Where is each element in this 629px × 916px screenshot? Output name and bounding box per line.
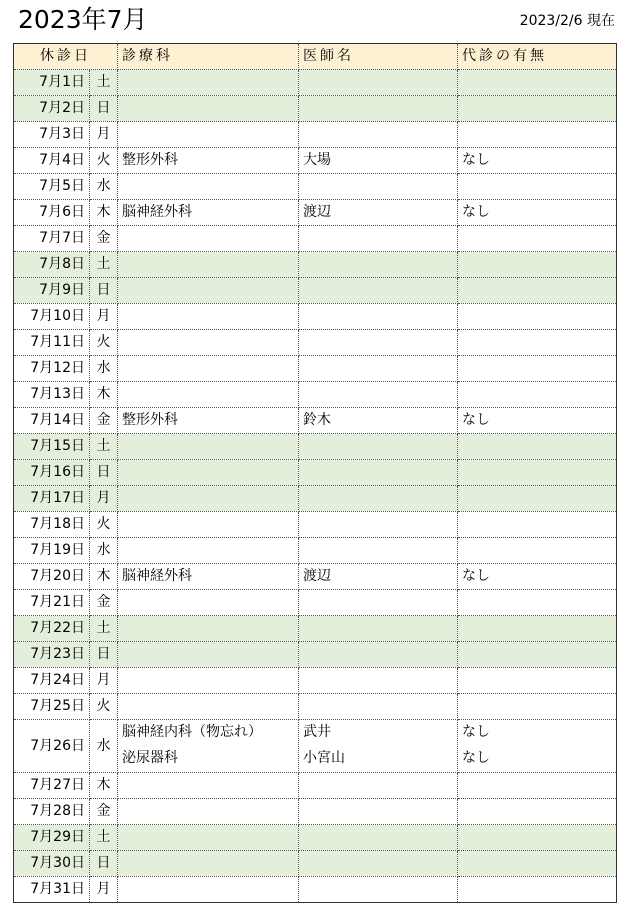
table-row [14,200,617,226]
date-cell: 7月12日 [14,356,90,382]
department-cell [118,538,299,564]
date-cell: 7月25日 [14,694,90,720]
date-cell: 7月31日 [14,877,90,903]
doctor-cell [299,694,458,720]
table-row [14,616,617,642]
doctor-cell [299,799,458,825]
doctor-cell [299,122,458,148]
doctor-cell [299,200,458,226]
weekday-cell: 土 [90,70,118,96]
table-row [14,174,617,200]
date-cell: 7月24日 [14,668,90,694]
weekday-cell: 日 [90,851,118,877]
table-row [14,694,617,720]
department-cell [118,799,299,825]
substitute-cell-line: なし [462,568,490,584]
table-row [14,70,617,96]
doctor-cell [299,460,458,486]
weekday-cell: 日 [90,278,118,304]
doctor-cell [299,226,458,252]
weekday-cell: 木 [90,773,118,799]
department-cell-line: 脳神経外科 [122,204,192,220]
department-cell [118,174,299,200]
doctor-cell [299,252,458,278]
department-cell [118,408,299,434]
department-cell [118,96,299,122]
doctor-cell-line: 鈴木 [303,412,331,428]
doctor-cell [299,720,458,773]
substitute-cell [458,799,617,825]
table-row [14,122,617,148]
substitute-cell-line: なし [462,204,490,220]
date-cell: 7月23日 [14,642,90,668]
weekday-cell: 月 [90,304,118,330]
department-cell [118,356,299,382]
weekday-cell: 木 [90,382,118,408]
substitute-cell [458,590,617,616]
date-cell: 7月30日 [14,851,90,877]
date-cell: 7月7日 [14,226,90,252]
doctor-cell [299,382,458,408]
department-cell-line: 整形外科 [122,412,178,428]
date-cell: 7月18日 [14,512,90,538]
department-cell [118,642,299,668]
header-holiday: 休診日 [14,44,118,70]
table-row [14,408,617,434]
weekday-cell: 火 [90,330,118,356]
department-cell [118,252,299,278]
table-row [14,773,617,799]
weekday-cell: 火 [90,148,118,174]
department-cell [118,460,299,486]
table-row [14,226,617,252]
date-cell: 7月17日 [14,486,90,512]
substitute-cell [458,330,617,356]
doctor-cell [299,825,458,851]
department-cell-line: 脳神経外科 [122,568,192,584]
doctor-cell-line: 渡辺 [303,568,331,584]
weekday-cell: 土 [90,252,118,278]
department-cell [118,382,299,408]
doctor-cell [299,616,458,642]
date-cell: 7月22日 [14,616,90,642]
date-cell: 7月1日 [14,70,90,96]
table-row [14,720,617,773]
department-cell [118,486,299,512]
substitute-cell [458,564,617,590]
table-row [14,590,617,616]
substitute-cell [458,460,617,486]
date-cell: 7月9日 [14,278,90,304]
substitute-cell-line: なし [462,152,490,168]
doctor-cell [299,304,458,330]
table-row [14,148,617,174]
weekday-cell: 日 [90,96,118,122]
department-cell [118,616,299,642]
table-row [14,382,617,408]
department-cell [118,825,299,851]
doctor-cell [299,486,458,512]
date-cell: 7月26日 [14,720,90,773]
department-cell-line: 泌尿器科 [122,750,178,766]
doctor-cell [299,148,458,174]
date-cell: 7月28日 [14,799,90,825]
department-cell [118,304,299,330]
doctor-cell [299,590,458,616]
doctor-cell [299,356,458,382]
weekday-cell: 金 [90,408,118,434]
weekday-cell: 火 [90,694,118,720]
date-cell: 7月15日 [14,434,90,460]
department-cell-line: 整形外科 [122,152,178,168]
department-cell [118,851,299,877]
date-cell: 7月20日 [14,564,90,590]
substitute-cell [458,70,617,96]
department-cell [118,564,299,590]
date-cell: 7月4日 [14,148,90,174]
department-cell [118,877,299,903]
table-row [14,877,617,903]
department-cell [118,773,299,799]
doctor-cell [299,642,458,668]
doctor-cell [299,668,458,694]
substitute-cell [458,642,617,668]
substitute-cell [458,382,617,408]
table-row [14,825,617,851]
date-cell: 7月29日 [14,825,90,851]
table-row [14,330,617,356]
weekday-cell: 月 [90,877,118,903]
substitute-cell [458,252,617,278]
weekday-cell: 土 [90,434,118,460]
table-row [14,434,617,460]
date-cell: 7月3日 [14,122,90,148]
doctor-cell [299,330,458,356]
date-cell: 7月10日 [14,304,90,330]
table-row [14,356,617,382]
department-cell [118,148,299,174]
table-row [14,851,617,877]
table-row [14,799,617,825]
doctor-cell [299,70,458,96]
substitute-cell [458,825,617,851]
department-cell [118,720,299,773]
date-cell: 7月2日 [14,96,90,122]
doctor-cell [299,408,458,434]
table-body [14,70,617,903]
date-cell: 7月19日 [14,538,90,564]
date-cell: 7月6日 [14,200,90,226]
weekday-cell: 木 [90,200,118,226]
substitute-cell [458,278,617,304]
doctor-cell-line: 大場 [303,152,331,168]
weekday-cell: 水 [90,356,118,382]
doctor-cell [299,512,458,538]
doctor-cell [299,96,458,122]
substitute-cell [458,122,617,148]
substitute-cell [458,773,617,799]
doctor-cell [299,278,458,304]
table-row [14,304,617,330]
substitute-cell [458,304,617,330]
department-cell [118,200,299,226]
doctor-cell [299,773,458,799]
substitute-cell-line: なし [462,724,490,740]
header-substitute: 代診の有無 [458,44,617,70]
table-row [14,668,617,694]
weekday-cell: 水 [90,174,118,200]
substitute-cell [458,200,617,226]
substitute-cell [458,538,617,564]
department-cell [118,122,299,148]
department-cell [118,226,299,252]
substitute-cell-line: なし [462,750,490,766]
department-cell-line: 脳神経内科（物忘れ） [122,724,262,740]
doctor-cell-line: 小宮山 [303,750,345,766]
weekday-cell: 火 [90,512,118,538]
department-cell [118,512,299,538]
department-cell [118,278,299,304]
as-of-date: 2023/2/6 現在 [519,13,615,29]
doctor-cell [299,174,458,200]
page-title: 2023年7月 [18,5,148,34]
header-department: 診療科 [118,44,299,70]
substitute-cell [458,174,617,200]
weekday-cell: 土 [90,825,118,851]
doctor-cell [299,434,458,460]
substitute-cell [458,616,617,642]
weekday-cell: 木 [90,564,118,590]
header-doctor: 医師名 [299,44,458,70]
table-row [14,460,617,486]
substitute-cell [458,408,617,434]
date-cell: 7月13日 [14,382,90,408]
substitute-cell [458,148,617,174]
department-cell [118,434,299,460]
date-cell: 7月27日 [14,773,90,799]
doctor-cell-line: 武井 [303,724,331,740]
substitute-cell [458,668,617,694]
weekday-cell: 金 [90,590,118,616]
weekday-cell: 金 [90,799,118,825]
table-row [14,642,617,668]
department-cell [118,330,299,356]
substitute-cell-line: なし [462,412,490,428]
substitute-cell [458,512,617,538]
weekday-cell: 月 [90,122,118,148]
substitute-cell [458,486,617,512]
substitute-cell [458,434,617,460]
weekday-cell: 水 [90,538,118,564]
substitute-cell [458,226,617,252]
substitute-cell [458,851,617,877]
table-row [14,96,617,122]
department-cell [118,70,299,96]
date-cell: 7月16日 [14,460,90,486]
weekday-cell: 月 [90,668,118,694]
substitute-cell [458,877,617,903]
substitute-cell [458,356,617,382]
substitute-cell [458,96,617,122]
table-row [14,564,617,590]
date-cell: 7月21日 [14,590,90,616]
weekday-cell: 土 [90,616,118,642]
doctor-cell [299,564,458,590]
table-row [14,512,617,538]
weekday-cell: 月 [90,486,118,512]
weekday-cell: 日 [90,460,118,486]
department-cell [118,694,299,720]
table-row [14,486,617,512]
date-cell: 7月11日 [14,330,90,356]
department-cell [118,668,299,694]
date-cell: 7月14日 [14,408,90,434]
doctor-cell [299,538,458,564]
closure-schedule-table [13,43,617,903]
date-cell: 7月8日 [14,252,90,278]
substitute-cell [458,720,617,773]
table-header-row [14,44,617,70]
date-cell: 7月5日 [14,174,90,200]
table-row [14,252,617,278]
substitute-cell [458,694,617,720]
table-row [14,538,617,564]
table-row [14,278,617,304]
weekday-cell: 水 [90,720,118,773]
doctor-cell [299,851,458,877]
doctor-cell-line: 渡辺 [303,204,331,220]
doctor-cell [299,877,458,903]
weekday-cell: 日 [90,642,118,668]
weekday-cell: 金 [90,226,118,252]
department-cell [118,590,299,616]
